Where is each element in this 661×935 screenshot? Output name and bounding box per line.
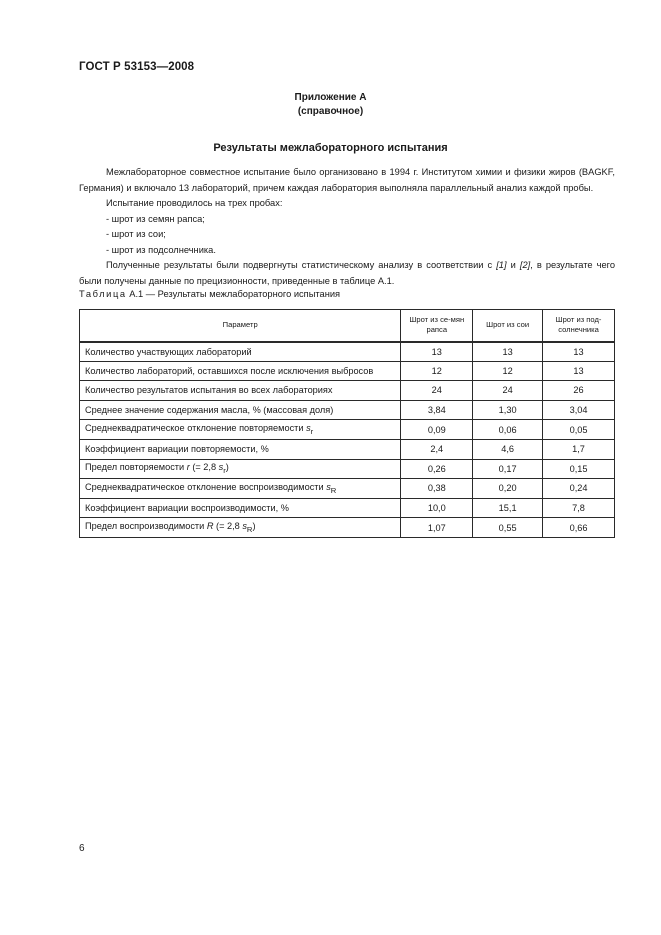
formula-text: (= 2,8 <box>213 521 243 532</box>
value-cell: 26 <box>543 381 615 401</box>
parameter-cell <box>80 498 401 518</box>
table-row <box>80 479 615 499</box>
value-cell: 4,6 <box>473 439 543 459</box>
column-header-rapeseed: Шрот из се-мян рапса <box>401 310 473 342</box>
column-header-sunflower: Шрот из под-солнечника <box>543 310 615 342</box>
value-cell: 0,38 <box>401 479 473 499</box>
appendix-title: Приложение А <box>294 92 367 103</box>
formula-variable: r <box>186 462 190 473</box>
appendix-heading <box>0 91 661 119</box>
table-row <box>80 518 615 538</box>
value-cell: 0,24 <box>543 479 615 499</box>
parameter-label: Количество участвующих лабораторий <box>85 346 252 357</box>
value-cell: 12 <box>401 361 473 381</box>
parameter-label: Количество лабораторий, оставшихся после исключения выбросов <box>85 365 374 376</box>
value-cell: 7,8 <box>543 498 615 518</box>
table-body <box>80 342 615 538</box>
parameter-label: Среднеквадратическое отклонение воспроизводимости <box>85 482 324 493</box>
paragraph-samples-intro: Испытание проводилось на трех пробах: <box>106 198 283 208</box>
value-cell: 12 <box>473 361 543 381</box>
value-cell: 15,1 <box>473 498 543 518</box>
value-cell: 10,0 <box>401 498 473 518</box>
table-row <box>80 400 615 420</box>
sample-list-item: - шрот из семян рапса; <box>106 213 205 224</box>
formula-text: ) <box>252 521 256 532</box>
value-cell: 0,09 <box>401 420 473 440</box>
value-cell: 3,84 <box>401 400 473 420</box>
column-header-parameter: Параметр <box>80 310 401 342</box>
value-cell: 0,55 <box>473 518 543 538</box>
table-row <box>80 342 615 362</box>
column-header-soy: Шрот из сои <box>473 310 543 342</box>
formula-text: ) <box>225 462 229 473</box>
table-row <box>80 459 615 479</box>
results-text: , в результате чего были получены данные по прецизионности, приведенные в таблице А.1. <box>79 260 616 286</box>
value-cell: 0,15 <box>543 459 615 479</box>
formula-subscript: r <box>223 466 226 476</box>
table-caption-label: Таблица <box>79 289 127 299</box>
section-title: Результаты межлабораторного испытания <box>213 142 448 154</box>
parameter-cell <box>80 518 401 538</box>
table-row <box>80 439 615 459</box>
table-caption-text: А.1 — Результаты межлабораторного испытания <box>126 289 341 299</box>
value-cell: 1,07 <box>401 518 473 538</box>
formula-symbol: s <box>218 462 224 473</box>
formula-subscript: R <box>246 525 253 535</box>
table-row <box>80 361 615 381</box>
value-cell: 13 <box>473 342 543 362</box>
sample-list-item: - шрот из подсолнечника. <box>106 244 216 255</box>
value-cell: 0,20 <box>473 479 543 499</box>
parameter-label: Среднеквадратическое отклонение повторяемости <box>85 423 304 434</box>
results-text: и <box>506 260 520 270</box>
results-text: Полученные результаты были подвергнуты статистическому анализу в соответствии с <box>106 260 497 270</box>
value-cell: 0,66 <box>543 518 615 538</box>
table-row <box>80 381 615 401</box>
results-table <box>79 309 615 538</box>
parameter-cell <box>80 381 401 401</box>
parameter-cell <box>80 479 401 499</box>
value-cell: 0,06 <box>473 420 543 440</box>
symbol-subscript: R <box>330 485 337 495</box>
symbol-subscript: r <box>310 427 314 437</box>
value-cell: 1,7 <box>543 439 615 459</box>
reference-link[interactable]: [2] <box>519 260 531 270</box>
parameter-label: Коэффициент вариации воспроизводимости, % <box>85 503 289 514</box>
value-cell: 2,4 <box>401 439 473 459</box>
value-cell: 24 <box>401 381 473 401</box>
value-cell: 1,30 <box>473 400 543 420</box>
table-header-row <box>80 310 615 342</box>
value-cell: 0,17 <box>473 459 543 479</box>
paragraph-results <box>79 258 615 289</box>
symbol: s <box>326 482 331 493</box>
parameter-label: Предел повторяемости <box>85 462 185 473</box>
formula-symbol: s <box>242 521 247 532</box>
parameter-cell <box>80 361 401 381</box>
parameter-label: Коэффициент вариации повторяемости, % <box>85 444 269 455</box>
value-cell: 13 <box>401 342 473 362</box>
sample-list-item: - шрот из сои; <box>106 229 166 239</box>
parameter-cell <box>80 420 401 440</box>
formula-text: (= 2,8 <box>189 462 219 473</box>
parameter-label: Среднее значение содержания масла, % (массовая доля) <box>85 405 334 416</box>
table-row <box>80 498 615 518</box>
document-code: ГОСТ Р 53153—2008 <box>79 61 195 73</box>
formula-variable: R <box>206 521 214 532</box>
parameter-label: Количество результатов испытания во всех лабораториях <box>85 385 333 396</box>
body-text <box>79 165 615 289</box>
reference-link[interactable]: [1] <box>496 260 507 270</box>
parameter-cell <box>80 400 401 420</box>
value-cell: 24 <box>473 381 543 401</box>
symbol: s <box>306 423 311 434</box>
parameter-cell <box>80 459 401 479</box>
paragraph-organization: Межлабораторное совместное испытание было организовано в 1994 г. Институтом химии и физики жиров (BAGKF, Германия) и включало 13 лабораторий, причем каждая лаборатория выполняла параллельный анализ каждой пробы. <box>79 167 615 193</box>
value-cell: 13 <box>543 361 615 381</box>
page-number: 6 <box>79 843 85 854</box>
appendix-subtitle: (справочное) <box>297 106 364 117</box>
parameter-label: Предел воспроизводимости <box>85 521 205 532</box>
value-cell: 0,26 <box>401 459 473 479</box>
table-caption <box>79 289 340 299</box>
value-cell: 3,04 <box>543 400 615 420</box>
parameter-cell <box>80 439 401 459</box>
parameter-cell <box>80 342 401 362</box>
table-row <box>80 420 615 440</box>
value-cell: 0,05 <box>543 420 615 440</box>
value-cell: 13 <box>543 342 615 362</box>
